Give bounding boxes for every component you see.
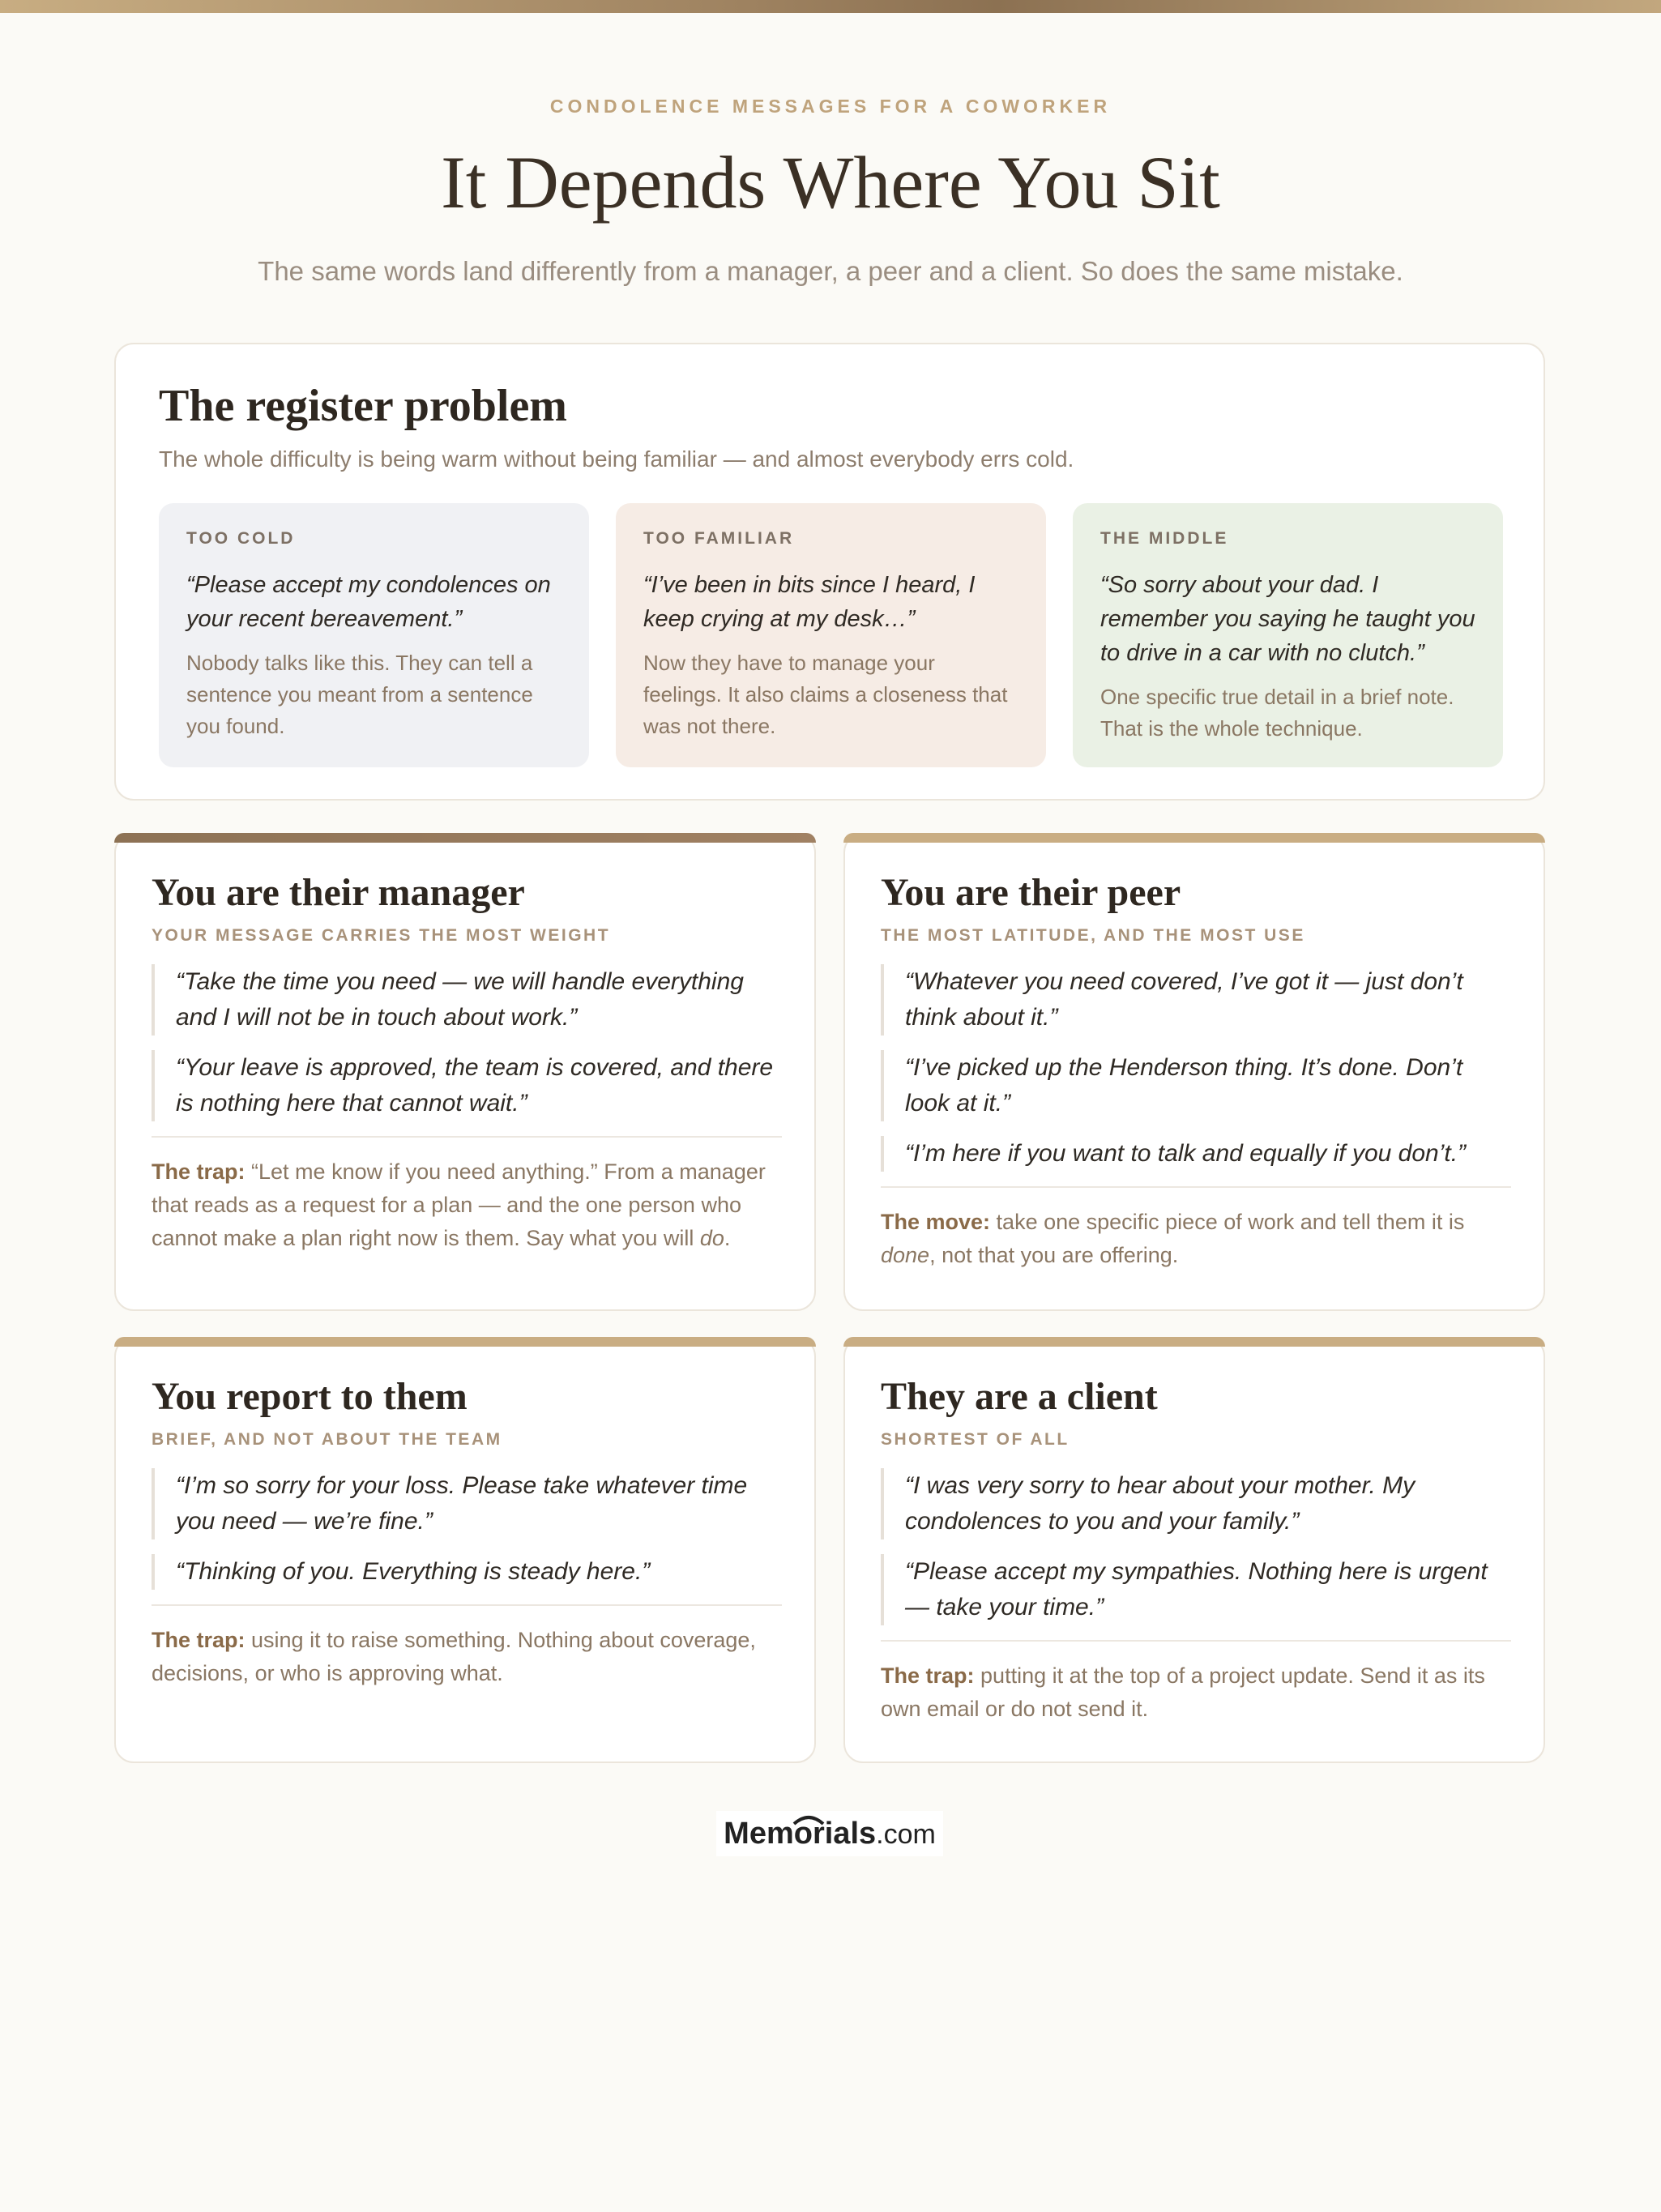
divider — [881, 1640, 1511, 1642]
quote-list — [881, 964, 1511, 1272]
card-accent-bar — [114, 1337, 816, 1347]
card-title: You are their peer — [881, 871, 1181, 914]
divider — [152, 1136, 782, 1138]
logo-text — [724, 1817, 936, 1851]
peer-card — [843, 833, 1545, 1311]
card-note — [881, 1206, 1511, 1272]
quote: “Whatever you need covered, I’ve got it — just don’t think about it.” — [881, 964, 1511, 1036]
box-note: Nobody talks like this. They can tell a sentence you meant from a sentence you found. — [186, 651, 533, 738]
card-accent-bar — [114, 833, 816, 843]
quote-list — [152, 1468, 782, 1690]
quote: “I’m so sorry for your loss. Please take whatever time you need — we’re fine.” — [152, 1468, 782, 1539]
card-title: You are their manager — [152, 871, 525, 914]
note-end: . — [724, 1226, 731, 1250]
note-label: The trap: — [152, 1628, 246, 1652]
card-accent-bar — [843, 1337, 1545, 1347]
card-note — [881, 1659, 1511, 1726]
eyebrow-label: CONDOLENCE MESSAGES FOR A COWORKER — [549, 96, 1112, 117]
quote: “I’ve picked up the Henderson thing. It’s done. Don’t look at it.” — [881, 1050, 1511, 1121]
note-end: , not that you are offering. — [929, 1243, 1179, 1267]
quote: “Thinking of you. Everything is steady here.” — [152, 1554, 782, 1590]
note-emphasis: do — [699, 1226, 724, 1250]
quote: “Your leave is approved, the team is covered, and there is nothing here that cannot wait.” — [152, 1050, 782, 1121]
note-text: “Let me know if you need anything.” From a manager that reads as a request for a plan — and the one person who cannot make a plan right now is them. Say what you will — [152, 1159, 766, 1250]
card-note — [152, 1155, 782, 1255]
too-familiar-box — [616, 503, 1046, 767]
page-title: It Depends Where You Sit — [441, 141, 1220, 224]
quote: “Please accept my sympathies. Nothing here is urgent — take your time.” — [881, 1554, 1511, 1625]
too-cold-box — [159, 503, 589, 767]
box-quote: “So sorry about your dad. I remember you saying he taught you to drive in a car with no clutch.” — [1100, 572, 1475, 666]
client-card — [843, 1337, 1545, 1763]
register-title: The register problem — [159, 381, 567, 431]
note-text: putting it at the top of a project update. Send it as its own email or do not send it. — [881, 1663, 1485, 1721]
logo-suffix: .com — [876, 1819, 936, 1850]
note-label: The trap: — [152, 1159, 246, 1184]
box-label: TOO FAMILIAR — [643, 529, 795, 548]
card-note — [152, 1624, 782, 1690]
card-title: You report to them — [152, 1375, 468, 1418]
quote: “I’m here if you want to talk and equally if you don’t.” — [881, 1136, 1511, 1172]
note-text: take one specific piece of work and tell them it is — [996, 1210, 1465, 1234]
top-accent-bar — [0, 0, 1661, 13]
register-subtitle: The whole difficulty is being warm without being familiar — and almost everybody errs cold. — [159, 446, 1074, 472]
box-quote: “Please accept my condolences on your recent bereavement.” — [186, 572, 551, 632]
quote: “Take the time you need — we will handle everything and I will not be in touch about work.” — [152, 964, 782, 1036]
memorials-logo[interactable] — [716, 1811, 943, 1856]
logo-arc-icon — [792, 1813, 825, 1826]
quote: “I was very sorry to hear about your mother. My condolences to you and your family.” — [881, 1468, 1511, 1539]
note-label: The move: — [881, 1210, 991, 1234]
card-subtitle: SHORTEST OF ALL — [881, 1430, 1070, 1449]
box-quote: “I’ve been in bits since I heard, I keep crying at my desk…” — [643, 572, 976, 632]
card-subtitle: YOUR MESSAGE CARRIES THE MOST WEIGHT — [152, 926, 611, 945]
manager-card — [114, 833, 816, 1311]
note-label: The trap: — [881, 1663, 975, 1688]
report-card — [114, 1337, 816, 1763]
card-subtitle: BRIEF, AND NOT ABOUT THE TEAM — [152, 1430, 502, 1449]
card-title: They are a client — [881, 1375, 1158, 1418]
divider — [152, 1604, 782, 1606]
box-label: TOO COLD — [186, 529, 296, 548]
box-note: One specific true detail in a brief note. That is the whole technique. — [1100, 685, 1454, 741]
card-accent-bar — [843, 833, 1545, 843]
register-problem-card — [114, 343, 1545, 801]
quote-list — [152, 964, 782, 1255]
divider — [881, 1186, 1511, 1188]
logo-main: Memorials — [724, 1817, 877, 1851]
note-emphasis: done — [881, 1243, 930, 1267]
box-note: Now they have to manage your feelings. It also claims a closeness that was not there. — [643, 651, 1008, 738]
card-subtitle: THE MOST LATITUDE, AND THE MOST USE — [881, 926, 1305, 945]
the-middle-box — [1073, 503, 1503, 767]
box-label: THE MIDDLE — [1100, 529, 1229, 548]
quote-list — [881, 1468, 1511, 1726]
note-text: using it to raise something. Nothing about coverage, decisions, or who is approving what. — [152, 1628, 756, 1685]
page-subtitle: The same words land differently from a manager, a peer and a client. So does the same mistake. — [258, 256, 1403, 286]
